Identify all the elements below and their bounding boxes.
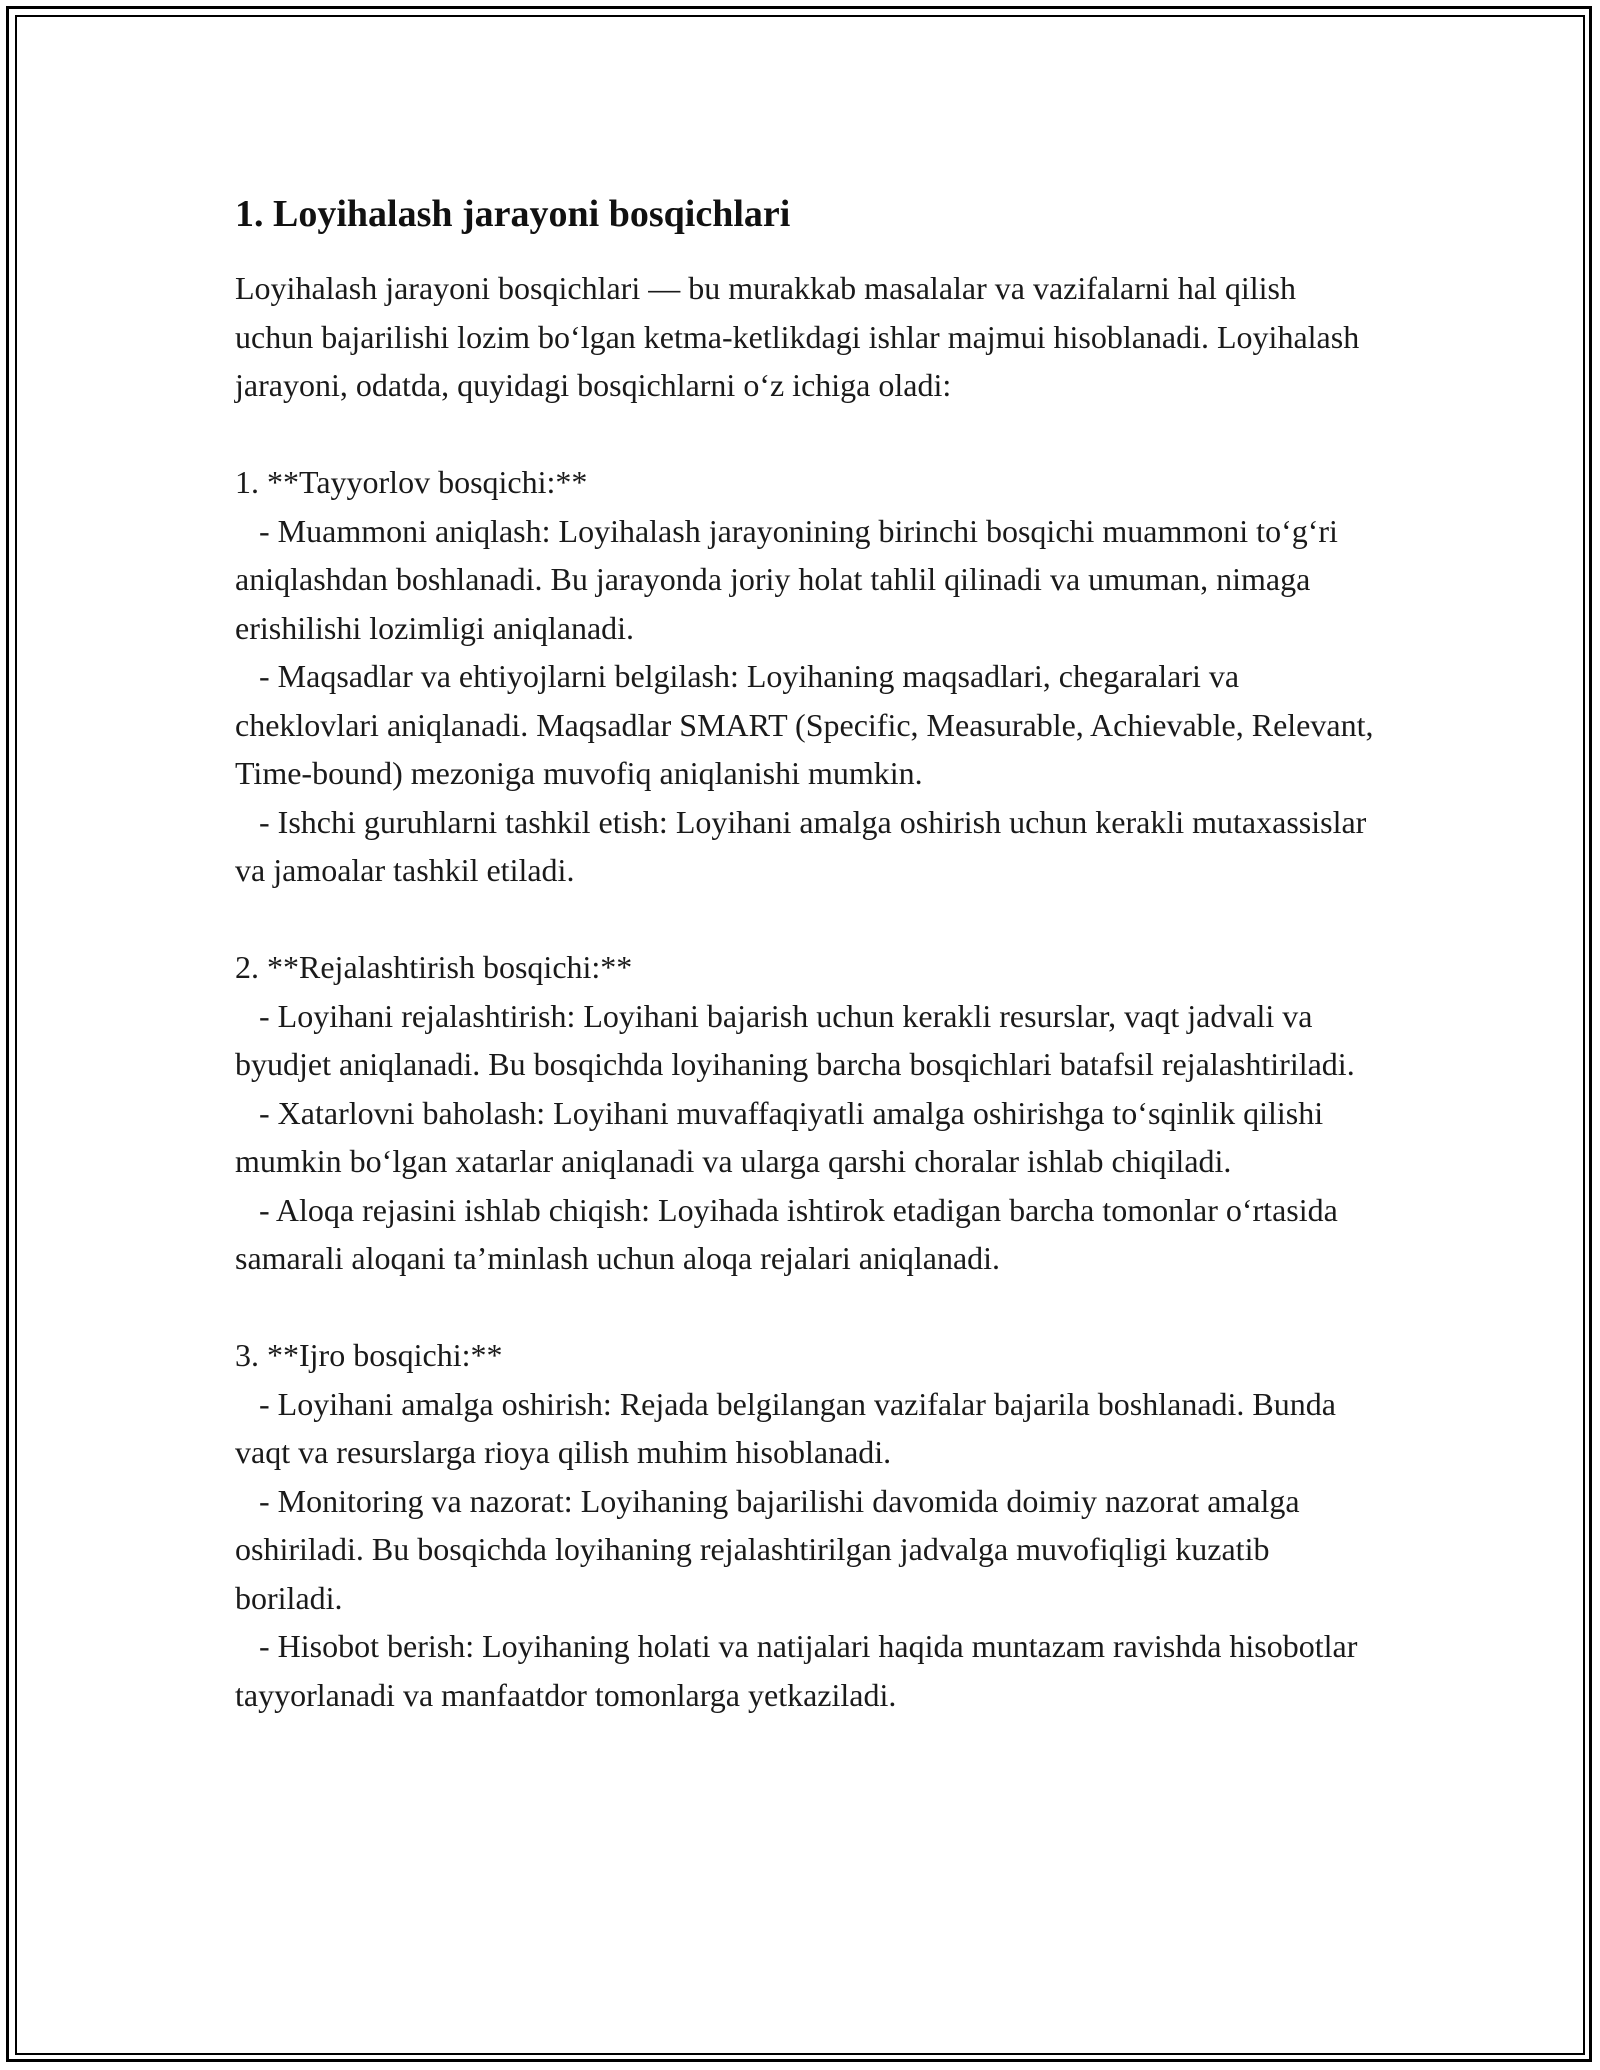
document-page bbox=[235, 184, 1381, 1719]
section-item: - Hisobot berish: Loyihaning holati va natijalari haqida muntazam ravishda hisobotlar tayyorlanadi va manfaatdor tomonlarga yetkaziladi. bbox=[235, 1628, 1366, 1713]
section-heading: 3. **Ijro bosqichi:** bbox=[235, 1337, 503, 1373]
blank-line bbox=[235, 1283, 1375, 1332]
intro-paragraph: Loyihalash jarayoni bosqichlari — bu murakkab masalalar va vazifalarni hal qilish uchun bajarilishi lozim boʻlgan ketma-ketlikdagi ishlar majmui hisoblanadi. Loyihalash jarayoni, odatda, quyidagi bosqichlarni oʻz ichiga oladi: bbox=[235, 270, 1368, 403]
blank-line bbox=[235, 895, 1375, 944]
section-item: - Xatarlovni baholash: Loyihani muvaffaqiyatli amalga oshirishga toʻsqinlik qilishi mumkin boʻlgan xatarlar aniqlanadi va ularga qarshi choralar ishlab chiqiladi. bbox=[235, 1094, 1332, 1179]
blank-line bbox=[235, 410, 1375, 459]
document-title: 1. Loyihalash jarayoni bosqichlari bbox=[235, 193, 791, 235]
section-item: - Loyihani amalga oshirish: Rejada belgilangan vazifalar bajarila boshlanadi. Bunda vaqt va resurslarga rioya qilish muhim hisoblanadi. bbox=[235, 1385, 1344, 1470]
section-heading: 1. **Tayyorlov bosqichi:** bbox=[235, 464, 588, 500]
section-heading: 2. **Rejalashtirish bosqichi:** bbox=[235, 949, 633, 985]
section-item: - Muammoni aniqlash: Loyihalash jarayonining birinchi bosqichi muammoni toʻgʻri aniqlashdan boshlanadi. Bu jarayonda joriy holat tahlil qilinadi va umuman, nimaga erishilishi lozimligi aniqlanadi. bbox=[235, 512, 1346, 646]
section-item: - Aloqa rejasini ishlab chiqish: Loyihada ishtirok etadigan barcha tomonlar oʻrtasida samarali aloqani taʼminlash uchun aloqa rejalari aniqlanadi. bbox=[235, 1191, 1346, 1276]
section-item: - Ishchi guruhlarni tashkil etish: Loyihani amalga oshirish uchun kerakli mutaxassislar va jamoalar tashkil etiladi. bbox=[235, 803, 1375, 888]
section-item: - Loyihani rejalashtirish: Loyihani bajarish uchun kerakli resurslar, vaqt jadvali va byudjet aniqlanadi. Bu bosqichda loyihaning barcha bosqichlari batafsil rejalashtiriladi. bbox=[235, 997, 1355, 1082]
section-item: - Monitoring va nazorat: Loyihaning bajarilishi davomida doimiy nazorat amalga oshiriladi. Bu bosqichda loyihaning rejalashtirilgan jadvalga muvofiqligi kuzatib boriladi. bbox=[235, 1482, 1308, 1616]
section-item: - Maqsadlar va ehtiyojlarni belgilash: Loyihaning maqsadlari, chegaralari va cheklovlari aniqlanadi. Maqsadlar SMART (Specific, Measurable, Achievable, Relevant, Time-bound) mezoniga muvofiq aniqlanishi mumkin. bbox=[235, 658, 1381, 791]
